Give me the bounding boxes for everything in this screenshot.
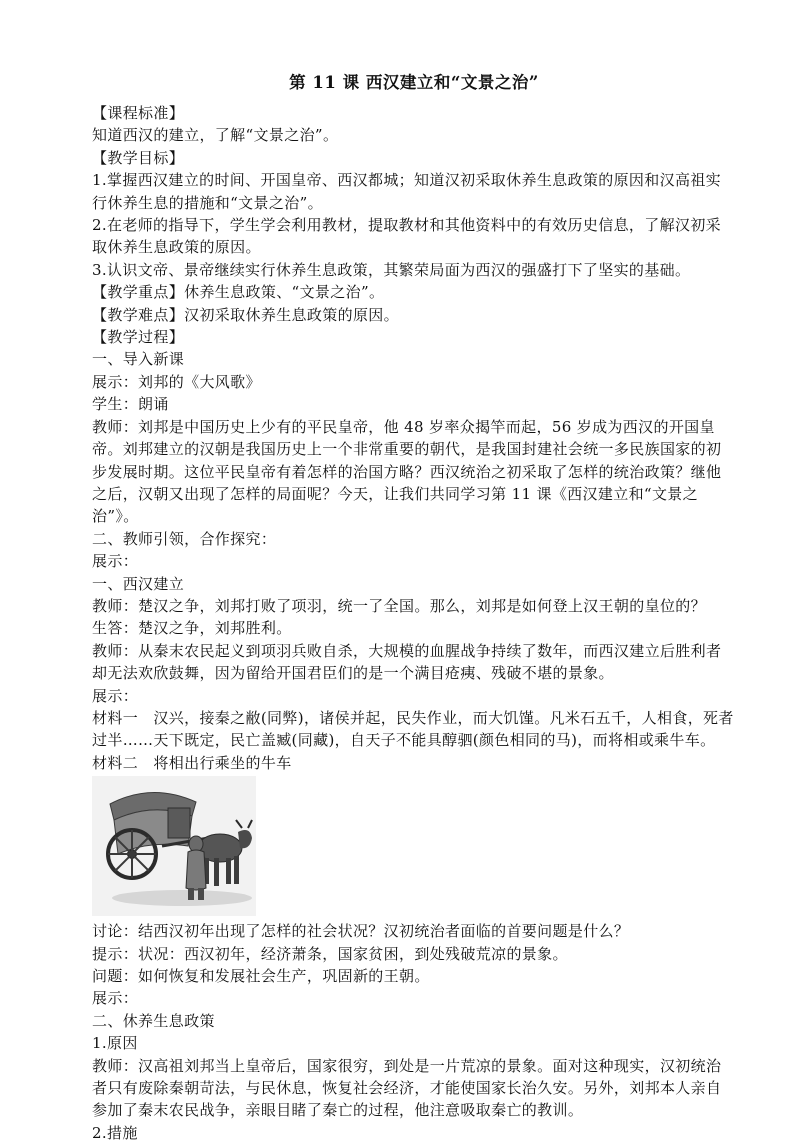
paragraph: 展示：刘邦的《大风歌》 (92, 372, 261, 391)
paragraph: 教师：从秦末农民起义到项羽兵败自杀，大规模的血腥战争持续了数年，而西汉建立后胜利者却无法欢欣鼓舞，因为留给开国君臣们的是一个满目疮痍、残破不堪的景象。 (92, 641, 722, 683)
heading-reason: 1.原因 (92, 1034, 138, 1053)
heading-teaching-goals: 【教学目标】 (92, 148, 185, 167)
paragraph-difficulties: 【教学难点】汉初采取休养生息政策的原因。 (92, 305, 400, 324)
heading-western-han: 一、西汉建立 (92, 574, 185, 593)
paragraph: 知道西汉的建立，了解“文景之治”。 (92, 126, 339, 145)
page-title: 第 11 课 西汉建立和“文景之治” (289, 73, 539, 92)
paragraph: 展示： (92, 552, 139, 571)
paragraph: 教师：楚汉之争，刘邦打败了项羽，统一了全国。那么，刘邦是如何登上汉王朝的皇位的？ (92, 596, 707, 615)
heading-recuperation: 二、休养生息政策 (92, 1011, 215, 1030)
material-one: 材料一 汉兴，接秦之敝(同弊)，诸侯并起，民失作业，而大饥馑。凡米石五千，人相食，死者过半……天下既定，民亡盖臧(同藏)，自天子不能具醇驷(颜色相同的马)，而将相或乘牛车。 (92, 708, 734, 750)
heading-inquiry: 二、教师引领，合作探究： (92, 529, 277, 548)
question: 问题：如何恢复和发展社会生产，巩固新的王朝。 (92, 967, 430, 985)
paragraph: 教师：刘邦是中国历史上少有的平民皇帝，他 48 岁率众揭竿而起，56 岁成为西汉的开国皇帝。刘邦建立的汉朝是我国历史上一个非常重要的朝代，是我国封建社会统一多民族国家的初步发展时期。这位平民皇帝有着怎样的治国方略？西汉统治之初采取了怎样的统治政策？继他之后，汉朝又出现了怎样的局面呢？今天，让我们共同学习第 11 课《西汉建立和“文景之治”》。 (92, 417, 722, 526)
paragraph: 展示： (92, 989, 139, 1008)
document-page (92, 72, 736, 1144)
paragraph: 学生：朗诵 (92, 395, 169, 414)
heading-measures: 2.措施 (92, 1123, 138, 1142)
body-section-2 (92, 920, 736, 1144)
heading-teaching-process: 【教学过程】 (92, 328, 185, 347)
ox-cart-illustration (92, 776, 256, 916)
discussion: 讨论：结西汉初年出现了怎样的社会状况？汉初统治者面临的首要问题是什么？ (92, 922, 630, 941)
heading-curriculum-standard: 【课程标准】 (92, 104, 185, 122)
paragraph: 2.在老师的指导下，学生学会利用教材，提取教材和其他资料中的有效历史信息，了解汉初采取休养生息政策的原因。 (92, 216, 722, 257)
hint: 提示：状况：西汉初年，经济萧条，国家贫困，到处残破荒凉的景象。 (92, 944, 568, 963)
paragraph: 3.认识文帝、景帝继续实行休养生息政策，其繁荣局面为西汉的强盛打下了坚实的基础。 (92, 260, 691, 279)
paragraph: 展示： (92, 686, 139, 705)
material-two: 材料二 将相出行乘坐的牛车 (92, 753, 292, 772)
paragraph: 教师：汉高祖刘邦当上皇帝后，国家很穷，到处是一片荒凉的景象。面对这种现实，汉初统治者只有废除秦朝苛法，与民休息，恢复社会经济，才能使国家长治久安。另外，刘邦本人亲自参加了秦末农民战争，亲眼目睹了秦亡的过程，他注意吸取秦亡的教训。 (92, 1056, 722, 1120)
paragraph: 生答：楚汉之争，刘邦胜利。 (92, 619, 292, 638)
ox-cart-image (92, 776, 256, 916)
body-section-1 (92, 102, 736, 774)
heading-intro: 一、导入新课 (92, 350, 185, 369)
paragraph-key-points: 【教学重点】休养生息政策、“文景之治”。 (92, 283, 385, 302)
paragraph: 1.掌握西汉建立的时间、开国皇帝、西汉都城；知道汉初采取休养生息政策的原因和汉高祖实行休养生息的措施和“文景之治”。 (92, 171, 722, 212)
